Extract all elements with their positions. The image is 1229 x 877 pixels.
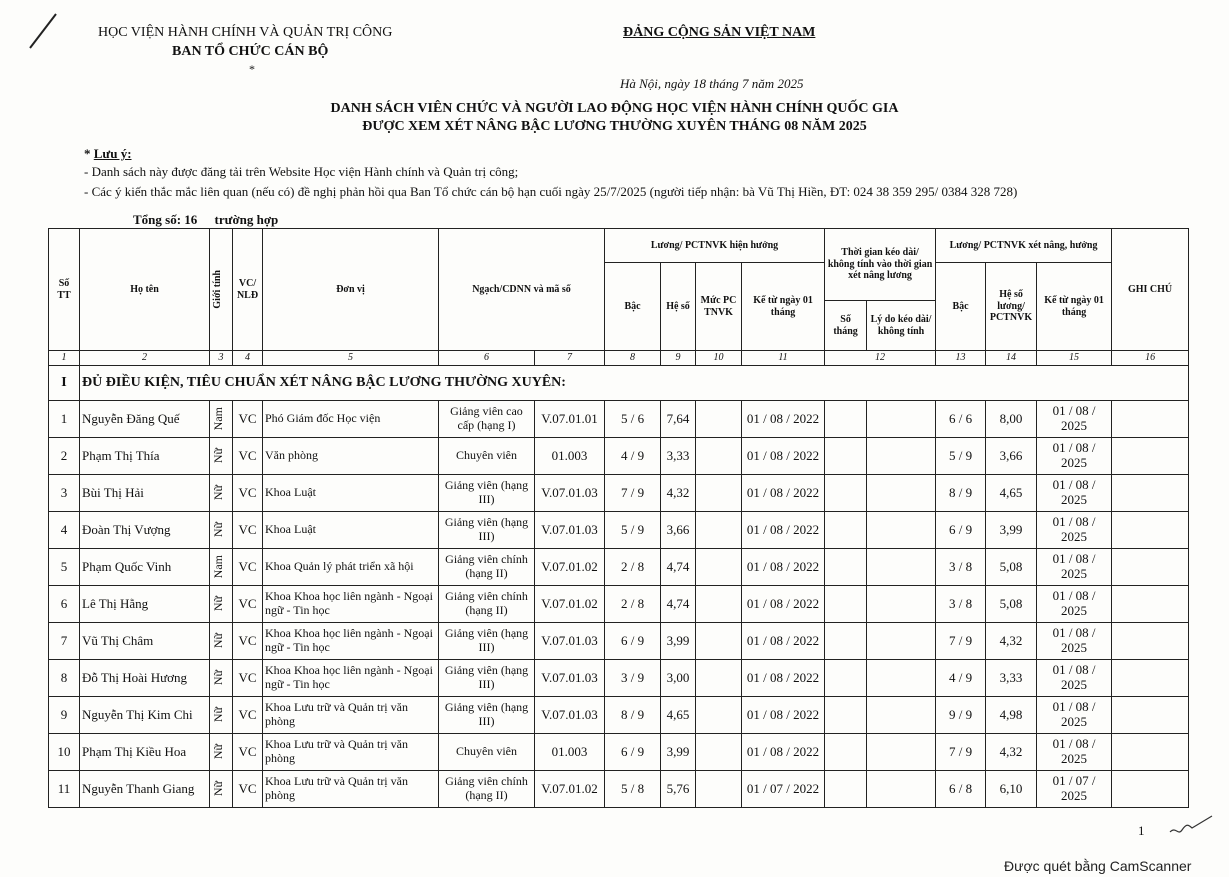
current-coefficient: 3,99 [661, 623, 696, 660]
remarks [1112, 697, 1189, 734]
staff-type: VC [233, 586, 263, 623]
person-name: Nguyễn Đăng Quế [80, 401, 210, 438]
row-number: 8 [49, 660, 80, 697]
staff-type: VC [233, 438, 263, 475]
gender [210, 623, 233, 660]
remarks [1112, 586, 1189, 623]
new-effective-date: 01 / 08 / 2025 [1037, 475, 1112, 512]
extension-reason [867, 660, 936, 697]
current-effective-date: 01 / 08 / 2022 [742, 438, 825, 475]
current-effective-date: 01 / 08 / 2022 [742, 401, 825, 438]
column-number: 6 [439, 351, 535, 366]
gender-label: Nữ [211, 448, 225, 464]
new-coefficient: 4,98 [986, 697, 1037, 734]
new-effective-date: 01 / 07 / 2025 [1037, 771, 1112, 808]
section-title: ĐỦ ĐIỀU KIỆN, TIÊU CHUẨN XÉT NÂNG BẬC LƯƠNG THƯỜNG XUYÊN: [80, 366, 1189, 401]
allowance-level [696, 660, 742, 697]
column-number: 16 [1112, 351, 1189, 366]
unit-name: Văn phòng [263, 438, 439, 475]
rank-title: Chuyên viên [439, 734, 535, 771]
allowance-level [696, 549, 742, 586]
current-coefficient: 7,64 [661, 401, 696, 438]
person-name: Nguyễn Thanh Giang [80, 771, 210, 808]
extension-reason [867, 438, 936, 475]
rank-code: V.07.01.01 [535, 401, 605, 438]
new-grade: 9 / 9 [936, 697, 986, 734]
gender-label: Nam [211, 407, 225, 431]
person-name: Phạm Thị Thía [80, 438, 210, 475]
current-coefficient: 4,74 [661, 549, 696, 586]
current-effective-date: 01 / 08 / 2022 [742, 512, 825, 549]
allowance-level [696, 623, 742, 660]
header-gender [210, 229, 233, 351]
staff-type: VC [233, 660, 263, 697]
gender-label: Nữ [211, 485, 225, 501]
new-grade: 6 / 6 [936, 401, 986, 438]
gender-label: Nam [211, 555, 225, 579]
rank-code: V.07.01.03 [535, 512, 605, 549]
current-coefficient: 3,33 [661, 438, 696, 475]
section-row [49, 366, 1189, 401]
new-coefficient: 6,10 [986, 771, 1037, 808]
rank-code: V.07.01.02 [535, 771, 605, 808]
person-name: Vũ Thị Châm [80, 623, 210, 660]
column-number: 2 [80, 351, 210, 366]
gender [210, 438, 233, 475]
new-effective-date: 01 / 08 / 2025 [1037, 734, 1112, 771]
header-heso-new: Hệ số lương/ PCTNVK [986, 263, 1037, 351]
row-number: 6 [49, 586, 80, 623]
note-line-1: - Danh sách này được đăng tải trên Website Học viện Hành chính và Quản trị công; [84, 164, 519, 179]
rank-code: V.07.01.02 [535, 549, 605, 586]
table-row [49, 401, 1189, 438]
gender-label: Nữ [211, 744, 225, 760]
table-row [49, 549, 1189, 586]
extension-months [825, 549, 867, 586]
gender-label: Nữ [211, 707, 225, 723]
new-effective-date: 01 / 08 / 2025 [1037, 623, 1112, 660]
column-number: 10 [696, 351, 742, 366]
unit-name: Khoa Lưu trữ và Quản trị văn phòng [263, 697, 439, 734]
remarks [1112, 401, 1189, 438]
unit-name: Khoa Quản lý phát triển xã hội [263, 549, 439, 586]
header-note: GHI CHÚ [1112, 229, 1189, 351]
remarks [1112, 475, 1189, 512]
person-name: Phạm Quốc Vinh [80, 549, 210, 586]
unit-name: Khoa Lưu trữ và Quản trị văn phòng [263, 734, 439, 771]
rank-title: Giảng viên chính (hạng II) [439, 586, 535, 623]
table-row [49, 586, 1189, 623]
column-number: 3 [210, 351, 233, 366]
remarks [1112, 660, 1189, 697]
current-grade: 5 / 6 [605, 401, 661, 438]
rank-title: Giảng viên chính (hạng II) [439, 771, 535, 808]
current-coefficient: 4,74 [661, 586, 696, 623]
remarks [1112, 734, 1189, 771]
rank-title: Giảng viên (hạng III) [439, 660, 535, 697]
document-title-line1: DANH SÁCH VIÊN CHỨC VÀ NGƯỜI LAO ĐỘNG HỌC VIỆN HÀNH CHÍNH QUỐC GIA [330, 101, 899, 116]
current-effective-date: 01 / 08 / 2022 [742, 549, 825, 586]
unit-name: Phó Giám đốc Học viện [263, 401, 439, 438]
total-label: Tổng số: 16 [133, 212, 198, 227]
org-name: HỌC VIỆN HÀNH CHÍNH VÀ QUẢN TRỊ CÔNG [98, 25, 393, 40]
extension-reason [867, 512, 936, 549]
current-coefficient: 3,00 [661, 660, 696, 697]
gender [210, 660, 233, 697]
party-heading: ĐẢNG CỘNG SẢN VIỆT NAM [623, 25, 816, 40]
header-heso: Hệ số [661, 263, 696, 351]
current-coefficient: 4,32 [661, 475, 696, 512]
table-row [49, 771, 1189, 808]
new-effective-date: 01 / 08 / 2025 [1037, 512, 1112, 549]
gender-label: Nữ [211, 596, 225, 612]
current-grade: 5 / 8 [605, 771, 661, 808]
extension-months [825, 660, 867, 697]
extension-reason [867, 401, 936, 438]
extension-months [825, 475, 867, 512]
signature-mark [1168, 812, 1216, 838]
extension-months [825, 401, 867, 438]
table-row [49, 623, 1189, 660]
row-number: 10 [49, 734, 80, 771]
column-number: 9 [661, 351, 696, 366]
allowance-level [696, 438, 742, 475]
person-name: Đỗ Thị Hoài Hương [80, 660, 210, 697]
rank-code: V.07.01.03 [535, 475, 605, 512]
gender-label: Nữ [211, 781, 225, 797]
current-effective-date: 01 / 07 / 2022 [742, 771, 825, 808]
row-number: 11 [49, 771, 80, 808]
new-effective-date: 01 / 08 / 2025 [1037, 401, 1112, 438]
current-grade: 2 / 8 [605, 586, 661, 623]
row-number: 5 [49, 549, 80, 586]
new-grade: 8 / 9 [936, 475, 986, 512]
rank-code: 01.003 [535, 734, 605, 771]
new-effective-date: 01 / 08 / 2025 [1037, 586, 1112, 623]
new-coefficient: 5,08 [986, 586, 1037, 623]
unit-name: Khoa Luật [263, 475, 439, 512]
table-row [49, 697, 1189, 734]
new-coefficient: 4,32 [986, 623, 1037, 660]
header-new-group: Lương/ PCTNVK xét nâng, hưởng [936, 229, 1112, 263]
header-current-group: Lương/ PCTNVK hiện hưởng [605, 229, 825, 263]
current-grade: 4 / 9 [605, 438, 661, 475]
new-coefficient: 3,66 [986, 438, 1037, 475]
allowance-level [696, 771, 742, 808]
column-number: 11 [742, 351, 825, 366]
extension-months [825, 512, 867, 549]
new-effective-date: 01 / 08 / 2025 [1037, 549, 1112, 586]
allowance-level [696, 512, 742, 549]
org-star: * [249, 62, 255, 76]
remarks [1112, 512, 1189, 549]
new-grade: 3 / 8 [936, 586, 986, 623]
gender [210, 734, 233, 771]
current-coefficient: 5,76 [661, 771, 696, 808]
rank-code: V.07.01.02 [535, 586, 605, 623]
pen-mark [28, 10, 58, 50]
current-grade: 7 / 9 [605, 475, 661, 512]
person-name: Lê Thị Hằng [80, 586, 210, 623]
rank-code: V.07.01.03 [535, 697, 605, 734]
rank-title: Giảng viên (hạng III) [439, 512, 535, 549]
rank-code: V.07.01.03 [535, 623, 605, 660]
row-number: 1 [49, 401, 80, 438]
rank-code: V.07.01.03 [535, 660, 605, 697]
rank-title: Chuyên viên [439, 438, 535, 475]
header-kettu-new: Kể từ ngày 01 tháng [1037, 263, 1112, 351]
column-number: 7 [535, 351, 605, 366]
extension-months [825, 771, 867, 808]
gender [210, 401, 233, 438]
extension-months [825, 623, 867, 660]
gender-label: Nữ [211, 633, 225, 649]
new-grade: 5 / 9 [936, 438, 986, 475]
new-coefficient: 3,33 [986, 660, 1037, 697]
new-effective-date: 01 / 08 / 2025 [1037, 697, 1112, 734]
current-grade: 2 / 8 [605, 549, 661, 586]
document-date: Hà Nội, ngày 18 tháng 7 năm 2025 [620, 76, 804, 91]
column-number: 14 [986, 351, 1037, 366]
column-number: 13 [936, 351, 986, 366]
new-grade: 4 / 9 [936, 660, 986, 697]
extension-months [825, 438, 867, 475]
current-grade: 6 / 9 [605, 623, 661, 660]
gender [210, 512, 233, 549]
current-coefficient: 3,66 [661, 512, 696, 549]
unit-name: Khoa Khoa học liên ngành - Ngoại ngữ - Tin học [263, 623, 439, 660]
unit-name: Khoa Luật [263, 512, 439, 549]
unit-name: Khoa Lưu trữ và Quản trị văn phòng [263, 771, 439, 808]
new-coefficient: 4,65 [986, 475, 1037, 512]
scanner-watermark: Được quét bằng CamScanner [1004, 858, 1192, 874]
remarks [1112, 549, 1189, 586]
row-number: 3 [49, 475, 80, 512]
extension-months [825, 586, 867, 623]
rank-code: 01.003 [535, 438, 605, 475]
header-kettu: Kể từ ngày 01 tháng [742, 263, 825, 351]
table-row [49, 438, 1189, 475]
column-number: 1 [49, 351, 80, 366]
header-sothang: Số tháng [825, 301, 867, 351]
header-unit: Đơn vị [263, 229, 439, 351]
header-bac-new: Bậc [936, 263, 986, 351]
staff-type: VC [233, 512, 263, 549]
current-coefficient: 4,65 [661, 697, 696, 734]
header-vc: VC/ NLĐ [233, 229, 263, 351]
current-effective-date: 01 / 08 / 2022 [742, 623, 825, 660]
current-grade: 8 / 9 [605, 697, 661, 734]
new-coefficient: 3,99 [986, 512, 1037, 549]
rank-title: Giảng viên (hạng III) [439, 475, 535, 512]
current-grade: 6 / 9 [605, 734, 661, 771]
notes-heading [84, 146, 132, 162]
new-grade: 7 / 9 [936, 734, 986, 771]
row-number: 9 [49, 697, 80, 734]
remarks [1112, 771, 1189, 808]
total-count [133, 212, 292, 228]
page-number: 1 [1138, 823, 1145, 838]
current-effective-date: 01 / 08 / 2022 [742, 697, 825, 734]
staff-type: VC [233, 401, 263, 438]
unit-name: Khoa Khoa học liên ngành - Ngoại ngữ - Tin học [263, 586, 439, 623]
new-grade: 6 / 8 [936, 771, 986, 808]
staff-type: VC [233, 734, 263, 771]
header-mucpc: Mức PC TNVK [696, 263, 742, 351]
salary-table [48, 228, 1189, 808]
extension-reason [867, 771, 936, 808]
allowance-level [696, 475, 742, 512]
new-coefficient: 8,00 [986, 401, 1037, 438]
rank-title: Giảng viên (hạng III) [439, 623, 535, 660]
row-number: 7 [49, 623, 80, 660]
staff-type: VC [233, 697, 263, 734]
extension-reason [867, 549, 936, 586]
note-line-2: - Các ý kiến thắc mắc liên quan (nếu có) đề nghị phản hồi qua Ban Tổ chức cán bộ hạn cuối ngày 25/7/2025 (người tiếp nhận: bà Vũ Thị Hiền, ĐT: 024 38 359 295/ 0384 328 728) [84, 184, 1018, 199]
current-coefficient: 3,99 [661, 734, 696, 771]
header-name: Họ tên [80, 229, 210, 351]
unit-name: Khoa Khoa học liên ngành - Ngoại ngữ - Tin học [263, 660, 439, 697]
new-grade: 7 / 9 [936, 623, 986, 660]
notes-label: Lưu ý: [93, 146, 132, 161]
extension-reason [867, 623, 936, 660]
extension-reason [867, 734, 936, 771]
extension-months [825, 697, 867, 734]
extension-reason [867, 697, 936, 734]
staff-type: VC [233, 475, 263, 512]
current-grade: 5 / 9 [605, 512, 661, 549]
staff-type: VC [233, 623, 263, 660]
current-effective-date: 01 / 08 / 2022 [742, 660, 825, 697]
allowance-level [696, 697, 742, 734]
header-lydo: Lý do kéo dài/ không tính [867, 301, 936, 351]
table-row [49, 512, 1189, 549]
new-effective-date: 01 / 08 / 2025 [1037, 660, 1112, 697]
document-title-line2: ĐƯỢC XEM XÉT NÂNG BẬC LƯƠNG THƯỜNG XUYÊN THÁNG 08 NĂM 2025 [362, 119, 867, 134]
remarks [1112, 623, 1189, 660]
allowance-level [696, 734, 742, 771]
new-coefficient: 5,08 [986, 549, 1037, 586]
new-effective-date: 01 / 08 / 2025 [1037, 438, 1112, 475]
column-number: 12 [825, 351, 936, 366]
header-bac: Bậc [605, 263, 661, 351]
person-name: Nguyễn Thị Kim Chi [80, 697, 210, 734]
staff-type: VC [233, 549, 263, 586]
allowance-level [696, 586, 742, 623]
header-rank: Ngạch/CDNN và mã số [439, 229, 605, 351]
current-effective-date: 01 / 08 / 2022 [742, 586, 825, 623]
gender-label: Nữ [211, 522, 225, 538]
extension-reason [867, 475, 936, 512]
table-row [49, 475, 1189, 512]
table-row [49, 660, 1189, 697]
column-number-row [49, 351, 1189, 366]
current-effective-date: 01 / 08 / 2022 [742, 475, 825, 512]
extension-reason [867, 586, 936, 623]
current-effective-date: 01 / 08 / 2022 [742, 734, 825, 771]
gender [210, 475, 233, 512]
column-number: 4 [233, 351, 263, 366]
total-suffix: trường hợp [214, 212, 279, 227]
section-number: I [49, 366, 80, 401]
header-gender-label: Giới tính [212, 270, 223, 309]
rank-title: Giảng viên chính (hạng II) [439, 549, 535, 586]
rank-title: Giảng viên (hạng III) [439, 697, 535, 734]
new-grade: 6 / 9 [936, 512, 986, 549]
gender [210, 549, 233, 586]
person-name: Đoàn Thị Vượng [80, 512, 210, 549]
gender [210, 697, 233, 734]
column-number: 15 [1037, 351, 1112, 366]
current-grade: 3 / 9 [605, 660, 661, 697]
person-name: Bùi Thị Hải [80, 475, 210, 512]
header-extend-group: Thời gian kéo dài/ không tính vào thời gian xét nâng lương [825, 229, 936, 301]
row-number: 4 [49, 512, 80, 549]
remarks [1112, 438, 1189, 475]
allowance-level [696, 401, 742, 438]
new-coefficient: 4,32 [986, 734, 1037, 771]
org-department: BAN TỔ CHỨC CÁN BỘ [172, 44, 329, 59]
header-stt: Số TT [49, 229, 80, 351]
row-number: 2 [49, 438, 80, 475]
column-number: 5 [263, 351, 439, 366]
extension-months [825, 734, 867, 771]
staff-type: VC [233, 771, 263, 808]
gender [210, 586, 233, 623]
notes-star: * [84, 146, 94, 161]
gender-label: Nữ [211, 670, 225, 686]
rank-title: Giảng viên cao cấp (hạng I) [439, 401, 535, 438]
person-name: Phạm Thị Kiều Hoa [80, 734, 210, 771]
new-grade: 3 / 8 [936, 549, 986, 586]
column-number: 8 [605, 351, 661, 366]
gender [210, 771, 233, 808]
table-row [49, 734, 1189, 771]
